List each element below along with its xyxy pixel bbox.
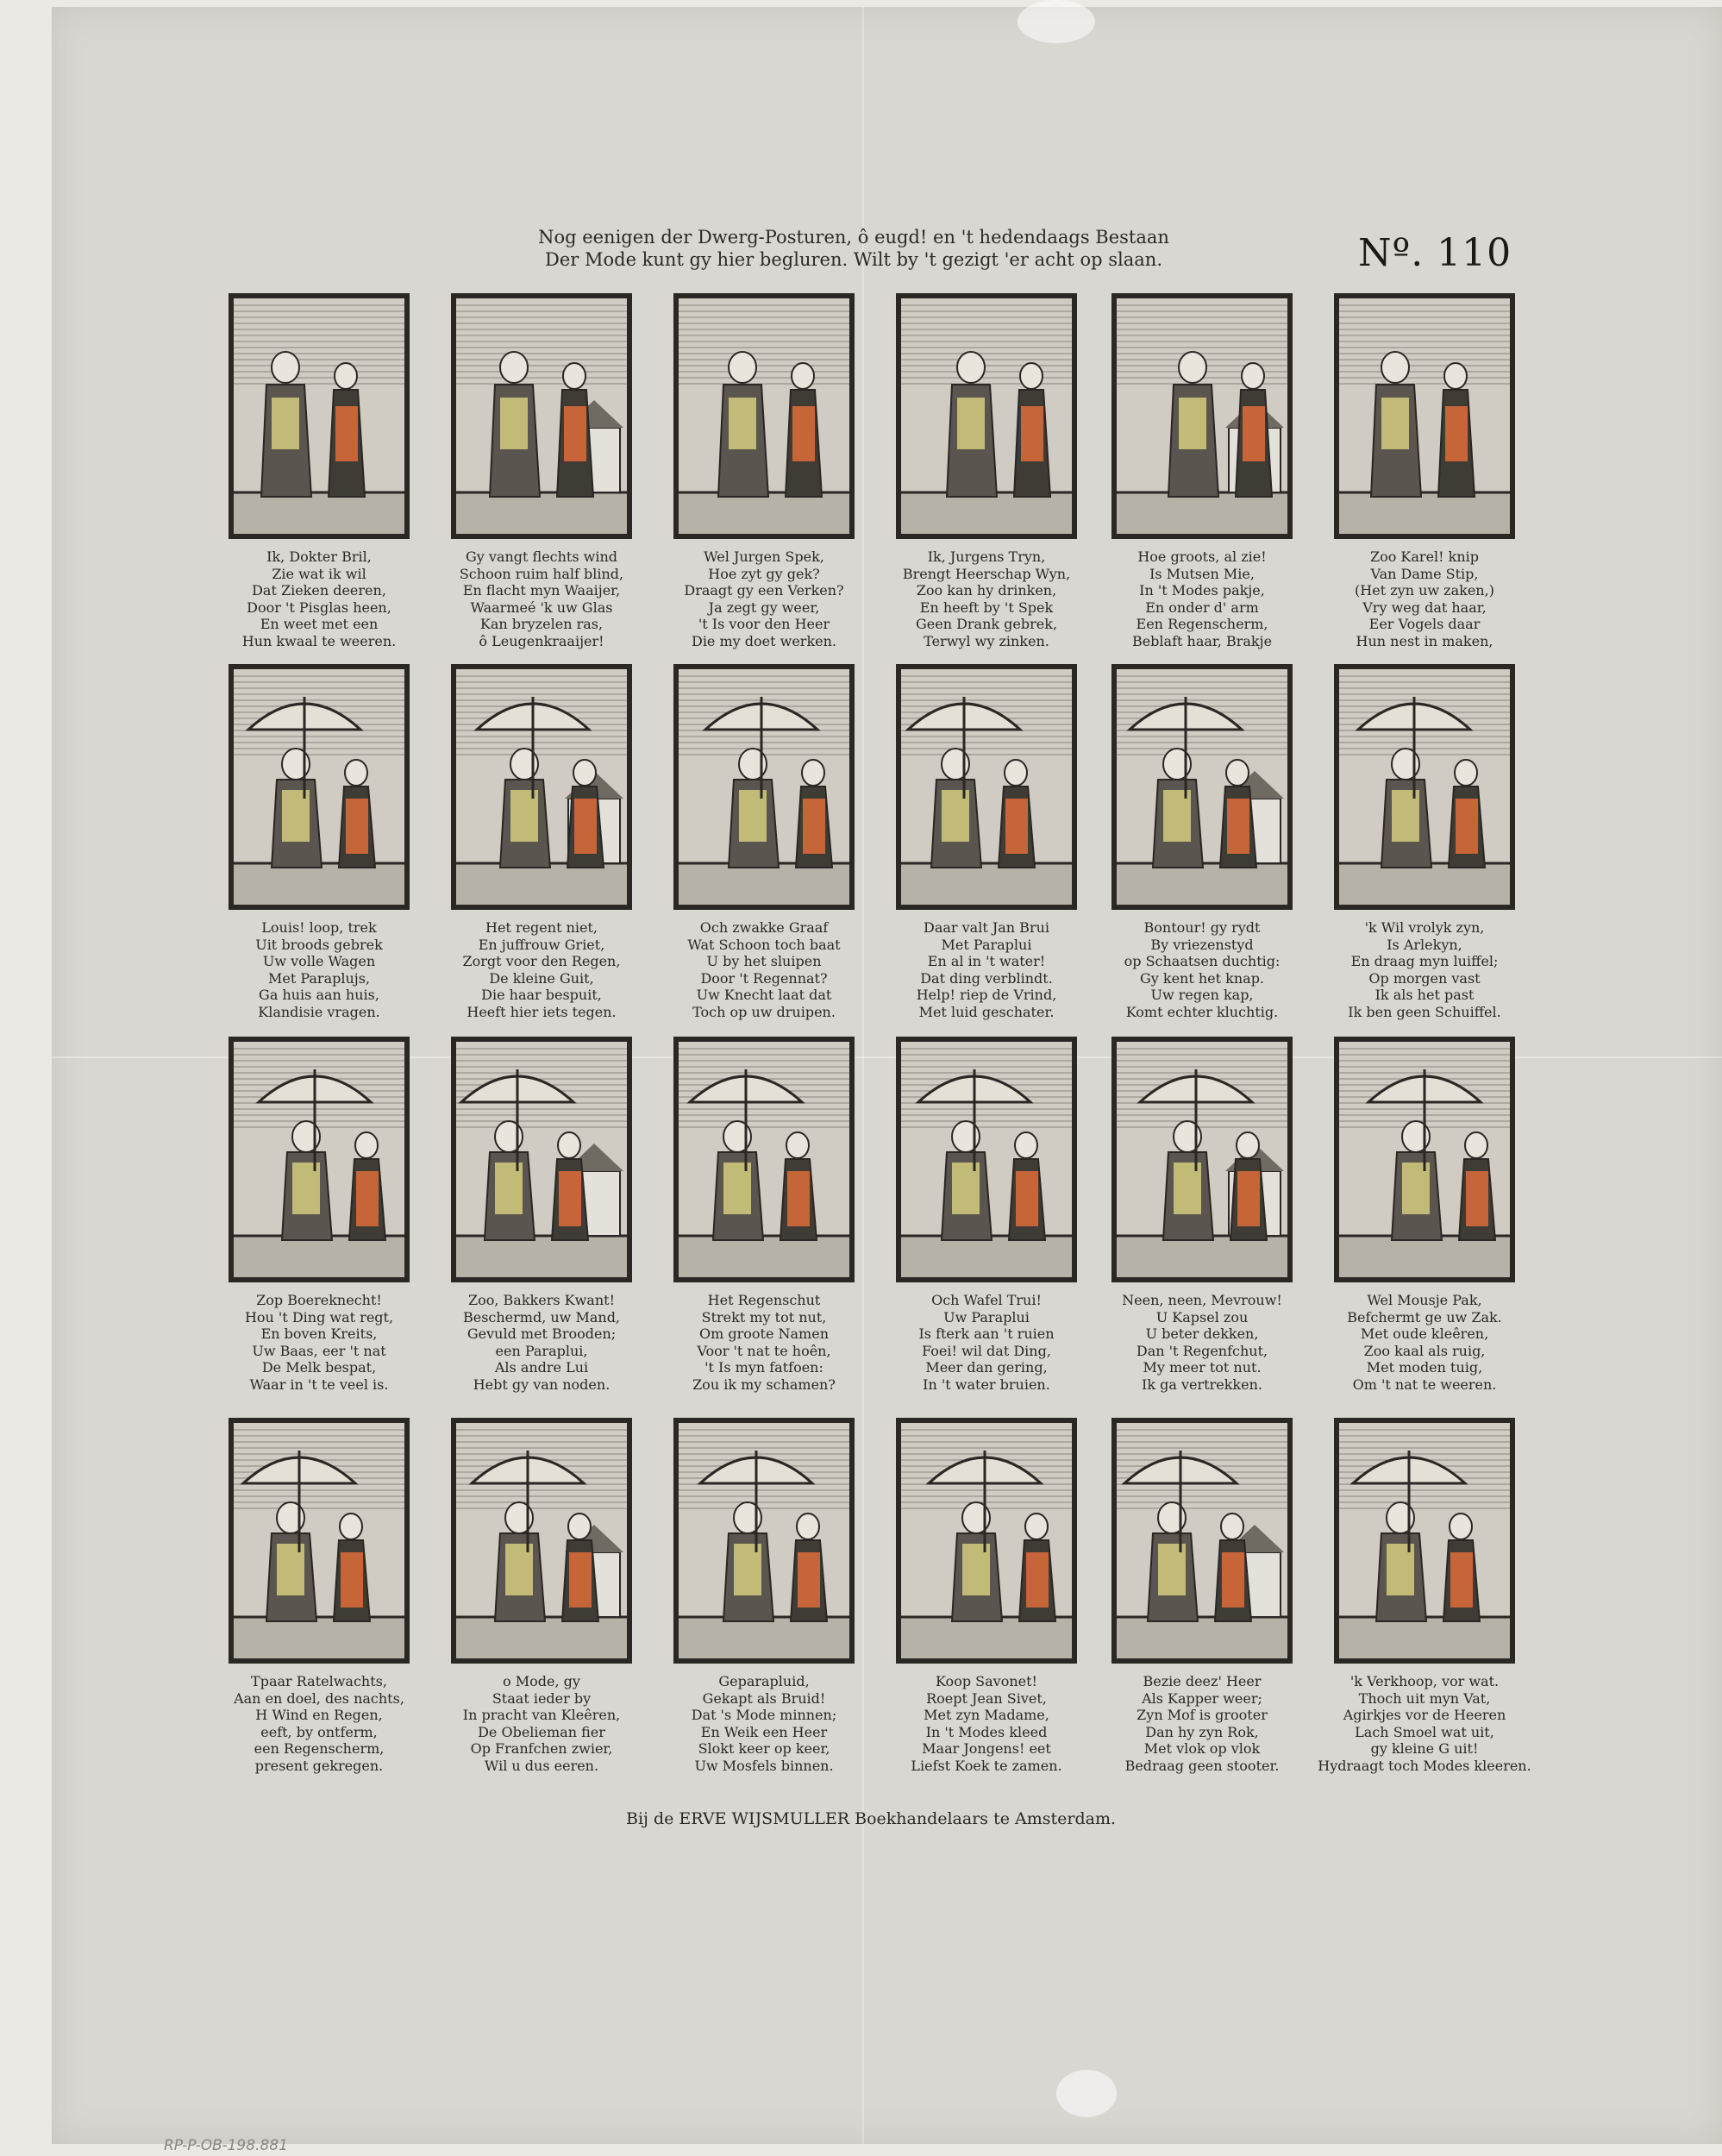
verse-line: Draagt gy een Verken? (684, 582, 844, 599)
verse-line: 't Is myn fatfoen: (704, 1359, 823, 1376)
woodcut-image (1334, 1418, 1515, 1664)
verse-line: De kleine Guit, (489, 969, 594, 987)
print-cell (1094, 293, 1301, 655)
verse-line: Geparapluid, (718, 1673, 810, 1689)
verse-line: Daar valt Jan Brui (923, 919, 1050, 936)
skater-with-umbrella-icon (1117, 669, 1287, 905)
woodcut-image (896, 293, 1077, 539)
bride-with-parasol-icon (679, 1423, 849, 1658)
woodcut-image (896, 1418, 1077, 1664)
verse-line: In pracht van Kleêren, (462, 1707, 621, 1724)
verse-line: U beter dekken, (1145, 1326, 1259, 1343)
verse-line: Dat Zieken deeren, (252, 582, 386, 599)
verse-line: Zoo kaal als ruig, (1363, 1342, 1486, 1359)
print-cell (211, 1037, 418, 1399)
lady-with-dog-icon (1117, 298, 1287, 534)
verse-line: Slokt keer op keer, (698, 1740, 830, 1758)
verse-line: En heeft by 't Spek (919, 599, 1054, 616)
verse-line: Op Franfchen zwier, (470, 1740, 613, 1758)
man-cutting-hair-icon (1339, 298, 1510, 534)
verse-line: En flacht myn Waaijer, (462, 582, 621, 599)
verse-line: In 't Modes kleed (925, 1723, 1048, 1740)
verse-line: Toch op uw druipen. (692, 1003, 836, 1020)
print-cell (656, 1037, 863, 1399)
print-cell (1094, 1418, 1301, 1780)
verse-text (434, 1673, 649, 1775)
verse-text (879, 1673, 1094, 1775)
verse-line: Is Mutsen Mie, (1149, 565, 1255, 582)
print-cell (879, 664, 1086, 1026)
harlequin-with-umbrella-icon (1339, 669, 1510, 905)
verse-line: My meer tot nut. (1143, 1359, 1262, 1376)
verse-line: U by het sluipen (706, 953, 822, 970)
woodcut-image (1334, 664, 1515, 910)
verse-line: Ik, Dokter Bril, (266, 548, 372, 565)
print-cell (1317, 1037, 1524, 1399)
verse-line: Gevuld met Brooden; (467, 1326, 617, 1343)
verse-line: En boven Kreits, (260, 1326, 378, 1343)
paper-tear (1056, 2070, 1117, 2117)
verse-line: De Melk bespat, (261, 1359, 377, 1376)
verse-line: Eer Vogels daar (1368, 616, 1481, 633)
woodcut-image (229, 1037, 410, 1282)
verse-line: o Mode, gy (503, 1673, 580, 1689)
woodcut-image (451, 1418, 632, 1664)
verse-line: Beschermd, uw Mand, (462, 1308, 621, 1326)
verse-line: Die my doet werken. (691, 632, 837, 649)
verse-line: Als Kapper weer; (1142, 1689, 1262, 1707)
verse-line: (Het zyn uw zaken,) (1355, 582, 1494, 599)
verse-line: Komt echter kluchtig. (1125, 1003, 1279, 1020)
publisher-imprint: Bij de ERVE WIJSMULLER Boekhandelaars te Amsterdam. (625, 1809, 1116, 1828)
verse-line: Is fterk aan 't ruien (918, 1326, 1055, 1343)
verse-line: Uw Paraplui (943, 1308, 1030, 1326)
print-cell (434, 293, 641, 655)
verse-line: Befchermt ge uw Zak. (1347, 1308, 1502, 1326)
verse-line: En Weik een Heer (700, 1723, 828, 1740)
verse-text (211, 1673, 427, 1775)
print-cell (434, 1037, 641, 1399)
verse-line: Om 't nat te weeren. (1352, 1376, 1497, 1393)
verse-line: Bontour! gy rydt (1143, 919, 1261, 936)
verse-text (1094, 919, 1310, 1021)
verse-text (434, 1292, 649, 1394)
verse-line: By vriezenstyd (1150, 936, 1254, 953)
verse-line: Met luid geschater. (918, 1003, 1055, 1020)
count-with-umbrella-icon (679, 669, 849, 905)
verse-line: Beblaft haar, Brakje (1131, 632, 1273, 649)
verse-line: U Kapsel zou (1155, 1308, 1249, 1326)
verse-line: Ik ben geen Schuiffel. (1348, 1003, 1501, 1020)
print-cell (1094, 1037, 1301, 1399)
woodcut-image (896, 1037, 1077, 1282)
verse-line: Kan bryzelen ras, (479, 616, 604, 633)
verse-line: Ik ga vertrekken. (1142, 1376, 1262, 1393)
verse-text (656, 548, 872, 650)
verse-line: Hou 't Ding wat regt, (244, 1308, 394, 1326)
verse-text (656, 1673, 872, 1775)
woodcut-image (229, 664, 410, 910)
verse-line: Dan 't Regenfchut, (1136, 1342, 1268, 1359)
verse-text (656, 919, 872, 1021)
man-under-umbrella-icon (679, 1042, 849, 1277)
print-cell (434, 1418, 641, 1780)
verse-line: present gekregen. (254, 1757, 384, 1774)
verse-line: Gy vangt flechts wind (465, 548, 618, 565)
verse-line: Ik als het past (1374, 987, 1475, 1004)
verse-line: Bedraag geen stooter. (1124, 1757, 1280, 1774)
baker-with-umbrella-icon (456, 1042, 627, 1277)
woodcut-image (896, 664, 1077, 910)
verse-line: De Obelieman fier (478, 1723, 605, 1740)
print-cell (211, 293, 418, 655)
verse-line: Staat ieder by (492, 1689, 592, 1707)
paper-tear (1018, 0, 1095, 43)
verse-text (1094, 1673, 1310, 1775)
verse-line: Och Wafel Trui! (931, 1292, 1042, 1308)
print-cell (211, 664, 418, 1026)
woodcut-image (451, 1037, 632, 1282)
woodcut-image (1111, 1418, 1293, 1664)
verse-text (211, 919, 427, 1021)
verse-line: Wat Schoon toch baat (687, 936, 841, 953)
verse-text (879, 1292, 1094, 1394)
verse-line: Wel Mousje Pak, (1367, 1292, 1482, 1308)
verse-line: Dan hy zyn Rok, (1145, 1723, 1259, 1740)
print-cell (656, 293, 863, 655)
verse-text (1094, 1292, 1310, 1394)
farmhand-with-buckets-icon (234, 1042, 404, 1277)
verse-text (656, 1292, 872, 1394)
verse-line: Hoe zyt gy gek? (708, 565, 820, 582)
woodcut-image (1111, 293, 1293, 539)
verse-text (1317, 1673, 1532, 1775)
verse-line: En draag myn luiffel; (1350, 953, 1499, 970)
man-with-cart-umbrella-icon (234, 669, 404, 905)
woodcut-image (673, 664, 855, 910)
verse-line: Gekapt als Bruid! (702, 1689, 826, 1707)
verse-line: Meer dan gering, (925, 1359, 1048, 1376)
woodcut-image (229, 1418, 410, 1664)
verse-line: Zyn Mof is grooter (1137, 1707, 1268, 1724)
verse-line: Uw regen kap, (1150, 987, 1254, 1004)
verse-line: Geen Drank gebrek, (915, 616, 1058, 633)
sheet-heading (483, 226, 1224, 271)
doctor-with-flask-icon (234, 298, 404, 534)
verse-line: Met zyn Madame, (924, 1707, 1049, 1724)
verse-line: Koop Savonet! (936, 1673, 1037, 1689)
verse-line: een Paraplui, (495, 1342, 588, 1359)
verse-line: Zop Boereknecht! (256, 1292, 382, 1308)
verse-line: Met moden tuig, (1366, 1359, 1483, 1376)
verse-line: Gy kent het knap. (1139, 969, 1265, 987)
traveller-with-umbrella-icon (1339, 1042, 1510, 1277)
verse-line: Wil u dus eeren. (484, 1757, 599, 1774)
verse-line: Uw Baas, eer 't nat (252, 1342, 386, 1359)
verse-line: Door 't Pisglas heen, (247, 599, 391, 616)
woodcut-image (673, 1418, 855, 1664)
verse-line: Maar Jongens! eet (922, 1740, 1051, 1758)
verse-line: Klandisie vragen. (258, 1003, 380, 1020)
couple-with-umbrella-icon (1117, 1042, 1287, 1277)
verse-line: Hun kwaal te weeren. (241, 632, 397, 649)
verse-line: Ga huis aan huis, (259, 987, 379, 1004)
fashion-seller-icon (456, 1423, 627, 1658)
verse-line: 't Is voor den Heer (698, 616, 830, 633)
verse-line: Thoch uit myn Vat, (1358, 1689, 1491, 1707)
verse-line: In 't Modes pakje, (1139, 582, 1265, 599)
print-cell (1094, 664, 1301, 1026)
print-cell (656, 1418, 863, 1780)
verse-line: H Wind en Regen, (255, 1707, 383, 1724)
verse-line: Lach Smoel wat uit, (1355, 1723, 1494, 1740)
verse-line: Hebt gy van noden. (473, 1376, 611, 1393)
verse-line: Schoon ruim half blind, (459, 565, 624, 582)
woodcut-image (1334, 1037, 1515, 1282)
verse-line: Bezie deez' Heer (1143, 1673, 1262, 1689)
verse-line: Terwyl wy zinken. (924, 632, 1049, 649)
verse-line: Hydraagt toch Modes kleeren. (1318, 1757, 1531, 1774)
verse-line: En juffrouw Griet, (478, 936, 605, 953)
verse-line: Zoo Karel! knip (1369, 548, 1480, 565)
verse-line: Roept Jean Sivet, (926, 1689, 1047, 1707)
verse-text (1317, 919, 1532, 1021)
verse-line: Als andre Lui (494, 1359, 589, 1376)
print-cell (211, 1418, 418, 1780)
verse-text (1317, 1292, 1532, 1394)
woodcut-image (229, 293, 410, 539)
verse-line: Het Regenschut (707, 1292, 821, 1308)
verse-line: Zou ik my schamen? (692, 1376, 836, 1393)
soap-seller-icon (901, 1423, 1072, 1658)
woodcut-grid (211, 293, 1531, 1777)
verse-line: Waarmeé 'k uw Glas (470, 599, 613, 616)
night-watchmen-icon (234, 1423, 404, 1658)
verse-line: Voor 't nat te hoên, (697, 1342, 831, 1359)
verse-line: Die haar bespuit, (481, 987, 602, 1004)
print-cell (879, 1418, 1086, 1780)
verse-line: Hun nest in maken, (1356, 632, 1493, 649)
verse-line: In 't water bruien. (923, 1376, 1050, 1393)
verse-line: Dat ding verblindt. (920, 969, 1053, 987)
print-cell (1317, 1418, 1531, 1780)
print-cell (1317, 293, 1524, 655)
verse-line: gy kleine G uit! (1370, 1740, 1479, 1758)
verse-text (1094, 548, 1310, 650)
verse-line: Met oude kleêren, (1360, 1326, 1489, 1343)
verse-line: Neen, neen, Mevrouw! (1122, 1292, 1282, 1308)
verse-line: Uw Knecht laat dat (696, 987, 832, 1004)
verse-line: Met Paraplui (941, 936, 1032, 953)
woodcut-image (673, 1037, 855, 1282)
verse-line: Liefst Koek te zamen. (911, 1757, 1062, 1774)
verse-line: Door 't Regennat? (700, 969, 828, 987)
verse-line: Uw volle Wagen (262, 953, 376, 970)
waffle-woman-icon (901, 1042, 1072, 1277)
verse-line: Om groote Namen (699, 1326, 829, 1343)
verse-line: Ik, Jurgens Tryn, (927, 548, 1046, 565)
print-cell (1317, 664, 1524, 1026)
verse-line: Uit broods gebrek (255, 936, 383, 953)
barber-gentleman-icon (1117, 1423, 1287, 1658)
woodcut-image (451, 664, 632, 910)
verse-line: Dat 's Mode minnen; (691, 1707, 837, 1724)
verse-line: Strekt my tot nut, (701, 1308, 827, 1326)
woodcut-image (1111, 1037, 1293, 1282)
sheet-number: Nº. 110 (1358, 231, 1512, 275)
verse-line: En al in 't water! (927, 953, 1046, 970)
verse-line: Ja zegt gy weer, (708, 599, 820, 616)
verse-text (211, 1292, 427, 1394)
print-cell (879, 293, 1086, 655)
verse-line: Zoo, Bakkers Kwant! (467, 1292, 615, 1308)
accession-number: RP-P-OB-198.881 (164, 2137, 288, 2154)
verse-line: Help! riep de Vrind, (916, 987, 1057, 1004)
verse-line: Van Dame Stip, (1370, 565, 1479, 582)
verse-text (879, 919, 1094, 1021)
verse-line: En onder d' arm (1145, 599, 1259, 616)
verse-line: Louis! loop, trek (261, 919, 377, 936)
verse-line: een Regenscherm, (254, 1740, 385, 1758)
verse-line: Tpaar Ratelwachts, (251, 1673, 387, 1689)
woodcut-image (673, 293, 855, 539)
verse-text (211, 548, 427, 650)
woodcut-image (1111, 664, 1293, 910)
hawker-with-vat-icon (1339, 1423, 1510, 1658)
verse-line: Heeft hier iets tegen. (467, 1003, 617, 1020)
verse-line: op Schaatsen duchtig: (1124, 953, 1281, 970)
man-with-pig-icon (679, 298, 849, 534)
verse-line: Op morgen vast (1368, 969, 1481, 987)
verse-text (434, 548, 649, 650)
verse-line: Hoe groots, al zie! (1137, 548, 1267, 565)
lady-with-umbrella-icon (456, 669, 627, 905)
verse-line: Wel Jurgen Spek, (704, 548, 824, 565)
heading-line-1: Nog eenigen der Dwerg-Posturen, ô eugd! en 't hedendaags Bestaan (538, 227, 1169, 248)
verse-line: Aan en doel, des nachts, (234, 1689, 404, 1707)
verse-text (434, 919, 649, 1021)
woman-with-drinks-icon (901, 298, 1072, 534)
verse-text (1317, 548, 1532, 650)
verse-line: Een Regenscherm, (1136, 616, 1268, 633)
verse-line: Waar in 't te veel is. (249, 1376, 389, 1393)
print-cell (434, 664, 641, 1026)
verse-line: Het regent niet, (485, 919, 598, 936)
verse-line: Vry weg dat haar, (1362, 599, 1487, 616)
print-cell (656, 664, 863, 1026)
verse-line: Foei! wil dat Ding, (922, 1342, 1051, 1359)
verse-line: Zie wat ik wil (272, 565, 366, 582)
verse-line: Zoo kan hy drinken, (916, 582, 1057, 599)
verse-line: Agirkjes vor de Heeren (1343, 1707, 1506, 1724)
verse-line: ô Leugenkraaijer! (479, 632, 604, 649)
verse-line: En weet met een (260, 616, 379, 633)
verse-line: Met Paraplujs, (267, 969, 371, 987)
verse-line: Uw Mosfels binnen. (694, 1757, 834, 1774)
woodcut-image (451, 293, 632, 539)
man-falling-icon (901, 669, 1072, 905)
verse-line: Zorgt voor den Regen, (462, 953, 621, 970)
blind-man-with-fan-icon (456, 298, 627, 534)
verse-line: 'k Verkhoop, vor wat. (1349, 1673, 1500, 1689)
verse-line: Met vlok op vlok (1143, 1740, 1261, 1758)
print-cell (879, 1037, 1086, 1399)
verse-line: Brengt Heerschap Wyn, (902, 565, 1071, 582)
woodcut-image (1334, 293, 1515, 539)
verse-line: Is Arlekyn, (1387, 936, 1462, 953)
verse-line: eeft, by ontferm, (260, 1723, 378, 1740)
verse-line: Och zwakke Graaf (699, 919, 829, 936)
verse-text (879, 548, 1094, 650)
verse-line: 'k Wil vrolyk zyn, (1364, 919, 1485, 936)
heading-line-2: Der Mode kunt gy hier begluren. Wilt by 't gezigt 'er acht op slaan. (545, 249, 1162, 270)
